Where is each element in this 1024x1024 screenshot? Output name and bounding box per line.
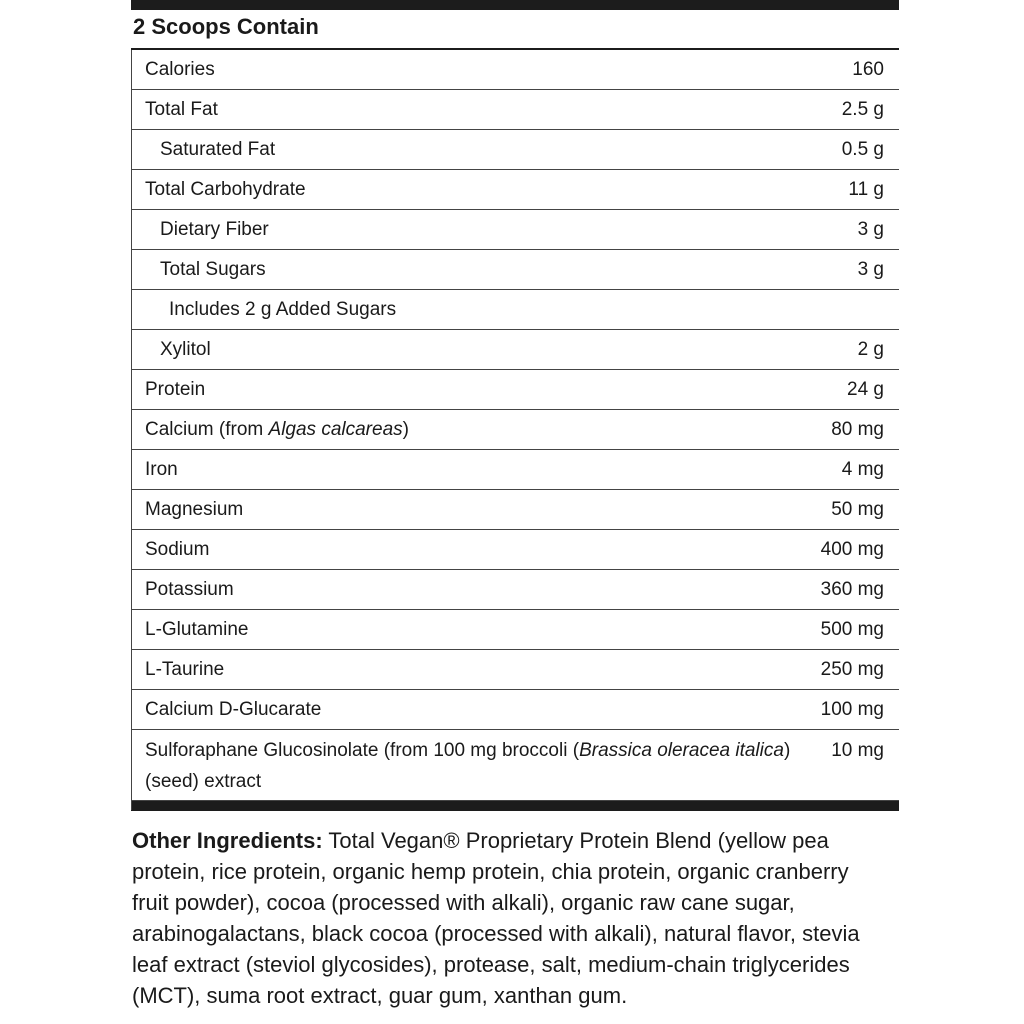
fact-value: 360 mg [820,578,884,600]
fact-value: 24 g [847,378,884,400]
fact-label: Magnesium [145,498,244,520]
fact-row-potassium [131,570,899,610]
fact-label-latin: Brassica oleracea italica [579,740,784,761]
fact-label: Calcium D-Glucarate [145,698,322,720]
top-rule [131,0,899,10]
fact-value: 10 mg [831,740,884,761]
fact-label: Protein [145,378,206,400]
fact-label: Total Carbohydrate [145,178,306,200]
fact-value: 3 g [857,258,884,280]
fact-label: Saturated Fat [160,138,276,160]
fact-row-magnesium [131,490,899,530]
fact-value: 250 mg [820,658,884,680]
fact-value: 100 mg [820,698,884,720]
left-rule [131,50,132,810]
fact-value: 160 [852,58,884,80]
fact-label: Sodium [145,538,210,560]
fact-label: Xylitol [160,338,211,360]
ingredients-text: Total Vegan® Proprietary Protein Blend (yellow pea protein, rice protein, organic hemp protein, chia protein, organic cranberry fruit powder), cocoa (processed with alkali), organic raw cane sugar, arabinogalactans, black cocoa (processed with alkali), natural flavor, stevia leaf extract (steviol glycosides), protease, salt, medium-chain triglycerides (MCT), suma root extract, guar gum, xanthan gum. [132,828,860,1008]
fact-row-total-sugars [131,250,899,290]
fact-label: Includes 2 g Added Sugars [169,298,397,320]
fact-row-protein [131,370,899,410]
fact-row-xylitol [131,330,899,370]
fact-value: 80 mg [831,418,884,440]
fact-label: L-Glutamine [145,618,249,640]
fact-label: L-Taurine [145,658,225,680]
fact-row-saturated-fat [131,130,899,170]
fact-row-sulforaphane [131,730,899,801]
fact-value: 400 mg [820,538,884,560]
fact-row-added-sugars [131,290,899,330]
fact-row-l-glutamine [131,610,899,650]
fact-label: Total Sugars [160,258,266,280]
fact-row-total-fat [131,90,899,130]
fact-label [145,419,409,441]
fact-label-post: ) (seed) extract [145,740,791,792]
fact-label-pre: Calcium (from [145,418,269,440]
fact-row-iron [131,450,899,490]
fact-label: Calories [145,58,215,80]
nutrition-panel [131,0,899,811]
other-ingredients [132,825,872,1011]
fact-label: Iron [145,458,178,480]
ingredients-heading: Other Ingredients: [132,828,323,853]
fact-row-calcium-d-glucarate [131,690,899,730]
fact-value: 11 g [848,178,884,200]
facts-table [131,50,899,801]
fact-value: 0.5 g [841,138,884,160]
fact-value: 50 mg [831,498,884,520]
fact-row-total-carbohydrate [131,170,899,210]
fact-label: Potassium [145,578,234,600]
fact-row-dietary-fiber [131,210,899,250]
fact-label: Dietary Fiber [160,218,269,240]
fact-value: 2 g [857,338,884,360]
fact-label-post: ) [402,418,409,440]
fact-label-pre: Sulforaphane Glucosinolate (from 100 mg broccoli ( [145,740,580,761]
fact-label-latin: Algas calcareas [268,418,403,440]
fact-value: 3 g [857,218,884,240]
fact-value: 4 mg [841,458,884,480]
fact-label [145,735,831,797]
fact-row-sodium [131,530,899,570]
fact-row-calories [131,50,899,90]
fact-value: 2.5 g [841,98,884,120]
fact-row-calcium [131,410,899,450]
fact-row-l-taurine [131,650,899,690]
fact-label: Total Fat [145,98,218,120]
fact-value: 500 mg [820,618,884,640]
panel-header: 2 Scoops Contain [131,10,899,50]
bottom-rule [131,801,899,811]
